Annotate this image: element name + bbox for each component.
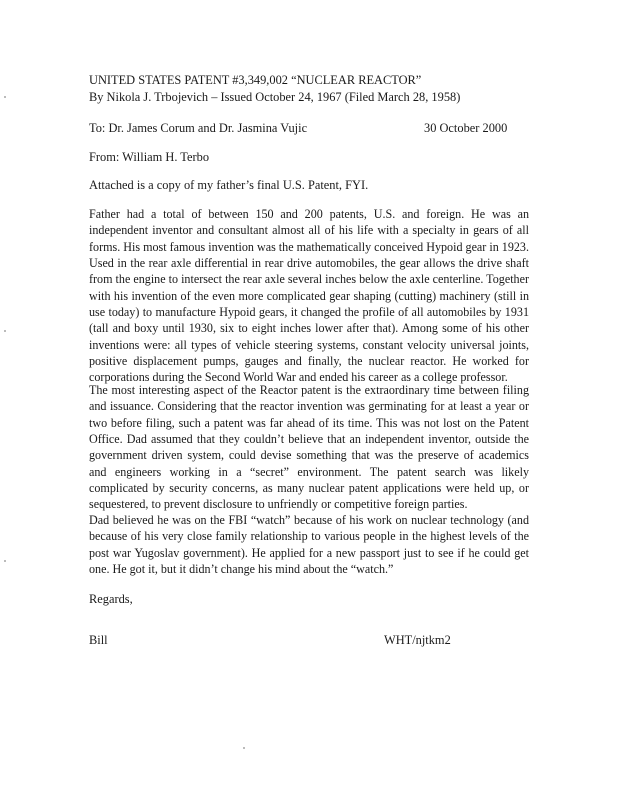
scan-speck [4,96,6,98]
salutation: Regards, [89,592,133,606]
patent-title: UNITED STATES PATENT #3,349,002 “NUCLEAR REACTOR” [89,73,422,87]
document-header [89,72,460,106]
memo-from: From: William H. Terbo [89,150,210,164]
memo-to: To: Dr. James Corum and Dr. Jasmina Vujic [89,121,308,135]
paragraph-fbi: Dad believed he was on the FBI “watch” because of his work on nuclear technology (and because of his very close family relationship to various people in the highest levels of the post war Yugoslav government). He applied for a new passport just to see if he could get one. He got it, but it didn’t change his mind about the “watch.” [89,513,529,577]
scan-speck [4,560,6,562]
memo-date: 30 October 2000 [424,121,508,135]
signature: Bill [89,633,108,647]
patent-issued-line: By Nikola J. Trbojevich – Issued October 24, 1967 (Filed March 28, 1958) [89,90,461,104]
reference-initials: WHT/njtkm2 [384,633,451,647]
scan-speck [243,747,245,749]
paragraph-reactor: The most interesting aspect of the Reactor patent is the extraordinary time between filing and issuance. Considering that the reactor invention was germinating for at least a year or two before filing, such a patent was far ahead of its time. This was not lost on the Patent Office. Dad assumed that they couldn’t believe that an independent inventor, outside the government driven system, could devise something that was the preserve of academics and engineers working in a “secret” environment. The patent search was likely complicated by security concerns, as many nuclear patent applications were held up, or sequestered, to prevent disclosure to unfriendly or competitive foreign parties. [89,383,529,512]
intro-line: Attached is a copy of my father’s final U.S. Patent, FYI. [89,178,369,192]
scan-speck [4,330,6,332]
paragraph-history: Father had a total of between 150 and 200 patents, U.S. and foreign. He was an independent inventor and consultant almost all of his life with a specialty in gears of all forms. His most famous invention was the mathematically conceived Hypoid gear in 1923. Used in the rear axle differential in rear drive automobiles, the gear allows the drive shaft from the engine to intersect the rear axle several inches below the axle centerline. Together with his invention of the even more complicated gear shaping (cutting) machinery (still in use today) to manufacture Hypoid gears, it changed the profile of all automobiles by 1931 (tall and boxy until 1930, six to eight inches lower after that). Among some of his other inventions were: all types of vehicle steering systems, constant velocity universal joints, positive displacement pumps, gauges and finally, the nuclear reactor. He worked for corporations during the Second World War and ended his career as a college professor. [89,207,529,385]
